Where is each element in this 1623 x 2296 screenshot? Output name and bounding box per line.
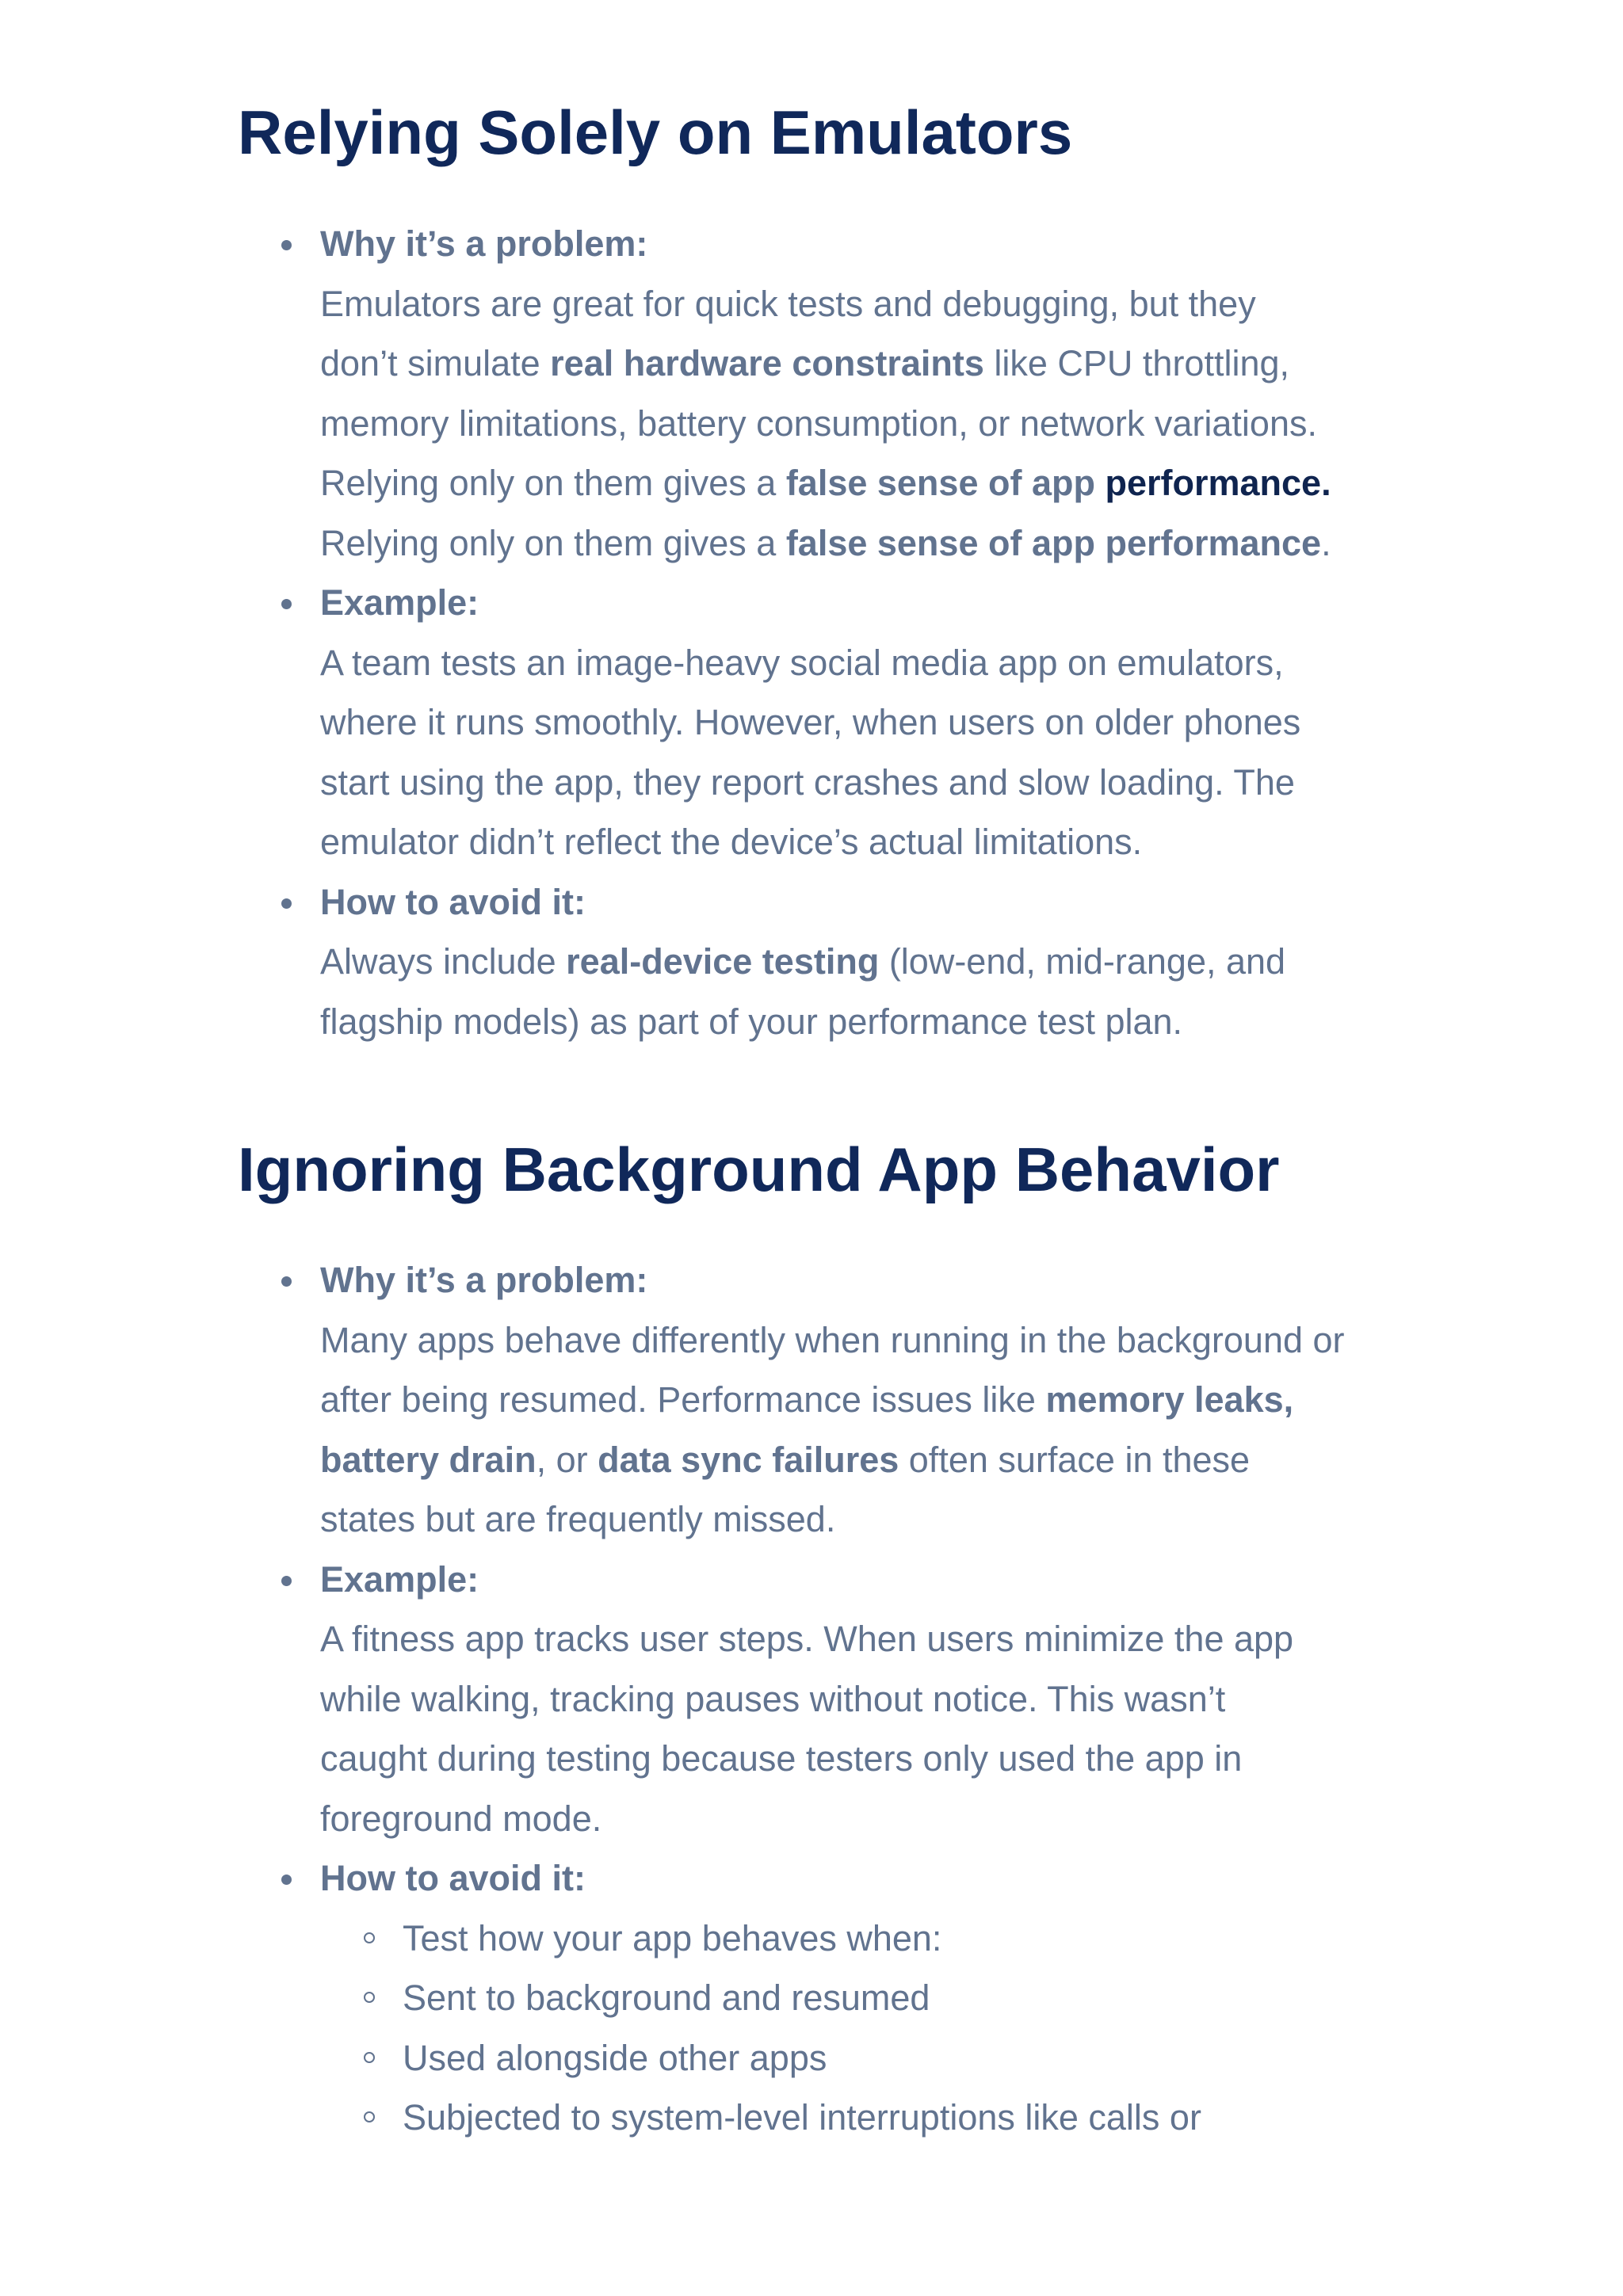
bullet-dot-icon bbox=[281, 898, 292, 909]
sub-list-item: Test how your app behaves when: bbox=[320, 1909, 1474, 1969]
section-title: Relying Solely on Emulators bbox=[238, 97, 1073, 167]
list-item-why bbox=[238, 214, 1474, 573]
item-text: Many apps behave differently when running in the background or after being resumed. Performance issues like memory leaks, battery drain, or data sync failures often surface in these states but are frequently missed. bbox=[320, 1319, 1345, 1539]
circle-bullet-icon bbox=[364, 2111, 375, 2122]
item-text: A fitness app tracks user steps. When users minimize the app while walking, tracking pauses without notice. This wasn’t caught during testing because testers only used the app in foreground mode. bbox=[320, 1619, 1294, 1839]
list-item-avoid bbox=[238, 872, 1474, 1052]
bullet-dot-icon bbox=[281, 1875, 292, 1885]
list-item-avoid bbox=[238, 1848, 1474, 2148]
bullet-dot-icon bbox=[281, 599, 292, 609]
item-label: Example: bbox=[320, 1558, 479, 1600]
circle-bullet-icon bbox=[364, 1932, 375, 1943]
section-title: Ignoring Background App Behavior bbox=[238, 1135, 1280, 1204]
item-label: How to avoid it: bbox=[320, 1858, 586, 1898]
sub-list-item: Sent to background and resumed bbox=[320, 1968, 1474, 2028]
circle-bullet-icon bbox=[364, 2052, 375, 2063]
list-item-example bbox=[238, 573, 1474, 872]
list-item-why bbox=[238, 1250, 1474, 1550]
item-label: How to avoid it: bbox=[320, 881, 586, 922]
item-label: Why it’s a problem: bbox=[320, 1260, 648, 1300]
sub-list-item: Used alongside other apps bbox=[320, 2028, 1474, 2088]
circle-bullet-icon bbox=[364, 1992, 375, 2003]
bullet-dot-icon bbox=[281, 1276, 292, 1287]
list-item-example bbox=[238, 1550, 1474, 1849]
item-text: Always include real-device testing (low-end, mid-range, and flagship models) as part of your performance test plan. bbox=[320, 941, 1286, 1042]
sub-list bbox=[320, 1909, 1474, 2148]
item-label: Why it’s a problem: bbox=[320, 223, 648, 264]
sub-list-item: Subjected to system-level interruptions like calls or bbox=[320, 2088, 1474, 2148]
bullet-dot-icon bbox=[281, 240, 292, 250]
bullet-list bbox=[238, 1250, 1474, 2148]
item-text: A team tests an image-heavy social media app on emulators, where it runs smoothly. However, when users on older phones start using the app, they report crashes and slow loading. The emulator didn’t reflect the device’s actual limitations. bbox=[320, 642, 1301, 862]
bullet-list bbox=[238, 214, 1474, 1051]
item-text: Emulators are great for quick tests and debugging, but they don’t simulate real hardware constraints like CPU throttling, memory limitations, battery consumption, or network variations. Relying only on them gives a false sense of app performance. Relying only on them gives a false sense of app performance. bbox=[320, 283, 1331, 563]
bullet-dot-icon bbox=[281, 1576, 292, 1586]
item-label: Example: bbox=[320, 582, 479, 623]
